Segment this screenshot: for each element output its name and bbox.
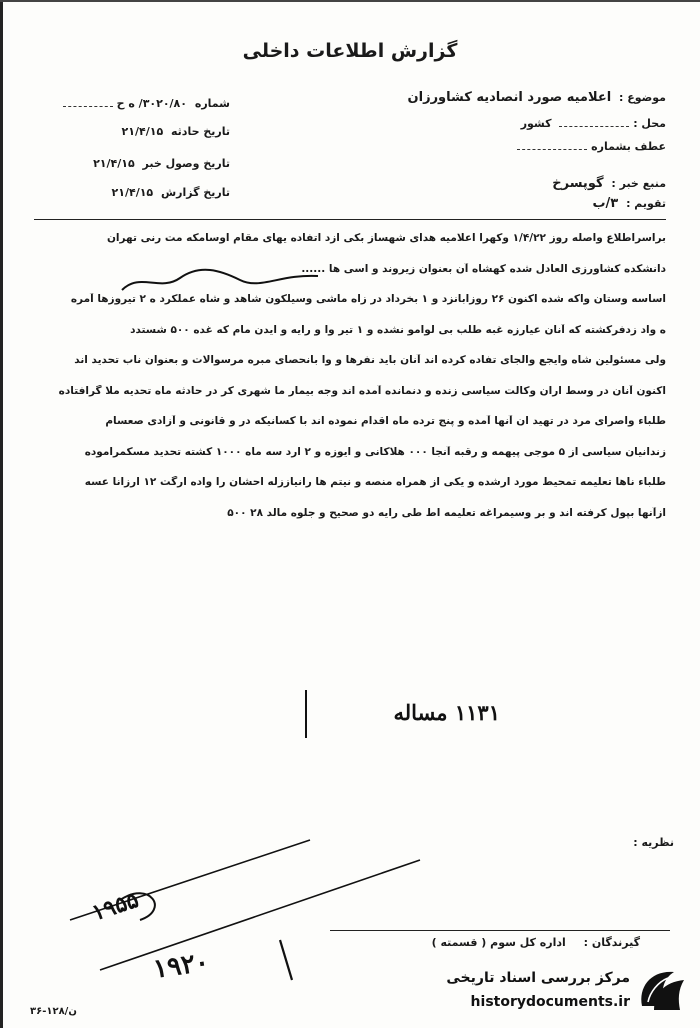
body-line: ازآنها بپول کرفته اند و بر وسیمراغه تعلیمه اط طی رایه دو صحیح و جلوه مالد ۲۸ ۵۰۰	[227, 506, 666, 519]
archive-watermark	[404, 962, 694, 1020]
place-value: کشور	[520, 117, 552, 130]
number-label: شماره	[194, 97, 230, 110]
receipt-date-field	[93, 157, 230, 170]
scan-top-edge	[0, 0, 700, 2]
body-line: طلباء ناها تعلیمه تمحیط مورد ارشده و یکی از همراه منصه و نیتم ها رانیاززله احشان را واده ارگت ۱۲ ارزانا عسه	[84, 476, 666, 488]
report-date-value: ۲۱/۴/۱۵	[111, 186, 154, 199]
recipients-label: گیرندگان :	[583, 936, 640, 949]
event-date-field	[122, 125, 230, 138]
form-code: ۳۶-۱۲۸/ن	[30, 1006, 77, 1017]
scan-left-edge	[0, 0, 3, 1028]
archive-url: historydocuments.ir	[470, 994, 630, 1010]
rating-label: تقویم :	[626, 197, 666, 210]
event-date-value: ۲۱/۴/۱۵	[121, 125, 164, 138]
attach-label: عطف بشماره	[591, 140, 666, 153]
handwritten-signature: ۱۱۳۱ مساله	[393, 700, 500, 725]
rating-field	[592, 196, 666, 211]
attach-field	[517, 140, 666, 153]
body-line: براسراطلاع واصله روز ۱/۴/۲۲ وکهرا اعلامیه هدای شهساز بکی ازد اتفاده یهای مقام اوسامکه مت رنی تهران	[106, 232, 666, 244]
number-blank	[63, 98, 113, 107]
place-field	[521, 117, 666, 130]
document-title: گزارش اطلاعات داخلی	[242, 40, 458, 62]
attach-blank	[517, 141, 587, 150]
header-divider	[34, 219, 666, 220]
handwritten-underline	[120, 266, 320, 296]
report-date-label: تاریخ گزارش	[160, 186, 230, 199]
rating-value: ۳/ب	[592, 196, 619, 211]
recipients-value: اداره کل سوم ( قسمته )	[431, 936, 566, 949]
place-label: محل :	[633, 117, 666, 130]
subject-field	[408, 90, 666, 105]
handwritten-date-note: ۱۹۲۰	[151, 947, 211, 985]
body-line: اکنون آنان در وسط اران وکالت سیاسی زنده و دنمانده آمده اند وجه بیمار ما شهری کر در حادثه ماه تحدیه ملا گرافتاده	[58, 384, 666, 397]
source-value: گوپسرخ	[552, 176, 604, 191]
recipients-field	[432, 936, 640, 949]
body-line: اساسه وستان واکه شده اکنون ۲۶ روزابانزد و ۱ بخرداد در زاه ماشی وسیلکون شاهد و شاه عملکرد ه ۲ تیروزها آمره	[70, 293, 666, 305]
number-value: ۳۰۲۰/۸۰/ ه ح	[116, 97, 187, 110]
body-line: زندانیان سیاسی از ۵ موجی پیهمه و رقبه آنجا ۰۰۰ هلاکانی و ایوزه و ۲ ارد سه ماه ۱۰۰۰ کشته تحدید مسکمراموده	[84, 445, 666, 458]
source-field	[552, 176, 666, 191]
number-field	[63, 97, 230, 110]
place-blank	[559, 118, 629, 127]
report-date-field	[112, 186, 230, 199]
footer-divider	[330, 930, 670, 931]
source-label: منبع خبر :	[611, 177, 666, 190]
receipt-date-label: تاریخ وصول خبر	[142, 157, 230, 170]
archive-name: مرکز بررسی اسناد تاریخی	[446, 970, 630, 986]
opinion-label: نظریه :	[633, 836, 674, 849]
subject-value: اعلامیه صورد انصادیه کشاورزان	[407, 90, 612, 105]
body-line: ه واد زدفرکشته که آنان عیارزه غبه طلب بی لوامو نشده و ۱ تیر وا و رایه و ایدن مام که غده ۵۰۰ شستدد	[130, 323, 666, 336]
handwritten-annotations	[60, 820, 440, 990]
body-line: ولی مسئولین شاه وایجع والجای تفاده کرده اند آنان باید نفرها و وا بانحصای مبره مرسوالات و بعنوان ناب تحدید اند	[74, 354, 666, 366]
body-line: دانشکده کشاورزی العادل شده کهشاه آن بعنوان زیروند و اسی ها ......	[301, 262, 666, 275]
receipt-date-value: ۲۱/۴/۱۵	[93, 157, 135, 170]
handwritten-number-note: ۱۹۵۵	[88, 886, 142, 927]
body-line: طلباء واصرای مرد در تهید ان آنها آمده و پنج ترده ماه اقدام نموده اند با کسانیکه در و قانونی و آزادی صعسام	[105, 415, 666, 427]
subject-label: موضوع :	[619, 91, 666, 104]
event-date-label: تاریخ حادثه	[171, 125, 230, 138]
archive-logo-icon	[634, 966, 688, 1014]
